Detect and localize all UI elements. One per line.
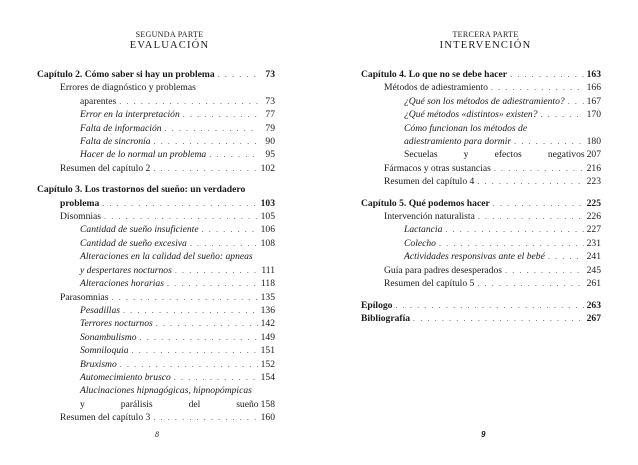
toc-entry[interactable]: Resumen del capítulo 2 . . . 102 — [37, 162, 275, 175]
toc-entry[interactable]: Métodos de adiestramiento . . . 166 — [361, 81, 601, 94]
toc-entry[interactable]: Cantidad de sueño excesiva . . . 108 — [37, 237, 275, 250]
toc-entry[interactable]: adiestramiento para dormir . . . 180 — [361, 135, 601, 148]
page-ref: 152 — [260, 358, 275, 370]
toc-entry-bibliografia[interactable]: Bibliografía . . . 267 — [361, 312, 601, 325]
part-title: INTERVENCIÓN — [439, 40, 532, 51]
toc-entry[interactable]: Intervención naturalista . . . 226 — [361, 210, 601, 223]
toc-entry[interactable]: Resumen del capítulo 3 . . . 160 — [37, 411, 275, 424]
toc-entry[interactable]: aparentes . . . 73 — [37, 95, 275, 108]
toc-entry[interactable]: Automecimiento brusco . . . 154 — [37, 371, 275, 384]
page-ref: 149 — [260, 331, 275, 343]
page-ref: 167 — [586, 95, 601, 107]
page-ref: 142 — [260, 318, 275, 330]
toc-entry[interactable]: Falta de información . . . 79 — [37, 122, 275, 135]
toc-entry[interactable]: Resumen del capítulo 4 . . . 223 — [361, 175, 601, 188]
page-ref: 135 — [260, 291, 275, 303]
toc-entry[interactable]: Error en la interpretación . . . 77 — [37, 108, 275, 121]
toc-entry[interactable]: Fármacos y otras sustancias . . . 216 — [361, 162, 601, 175]
toc-entry[interactable]: Cantidad de sueño insuficiente . . . 106 — [37, 223, 275, 236]
toc-entry[interactable]: Pesadillas . . . 136 — [37, 304, 275, 317]
page-ref: 263 — [586, 299, 601, 311]
toc-entry[interactable]: Alucinaciones hipnagógicas, hipnopómpicas — [80, 385, 252, 397]
page-number: 9 — [481, 430, 486, 439]
page-ref: 103 — [260, 197, 275, 209]
toc-entry-epilogo[interactable]: Epílogo . . . 263 — [361, 299, 601, 312]
page-ref: 223 — [586, 176, 601, 188]
toc-entry-chapter-4[interactable]: Capítulo 4. Lo que no se debe hacer . . . 163 — [361, 68, 601, 81]
page-ref: 226 — [586, 211, 601, 223]
page-ref: 102 — [260, 162, 275, 174]
page-ref: 170 — [586, 109, 601, 121]
page-ref: 160 — [260, 412, 275, 424]
page-ref: 261 — [586, 278, 601, 290]
table-of-contents — [37, 68, 275, 425]
toc-entry[interactable]: Disomnias . . . 105 — [37, 210, 275, 223]
page-ref: 166 — [586, 82, 601, 94]
page-ref: 267 — [586, 312, 601, 324]
table-of-contents — [361, 68, 601, 325]
right-page — [319, 0, 638, 465]
toc-entry[interactable]: Alteraciones en la calidad del sueño: apneas — [80, 251, 253, 263]
page-ref: 163 — [586, 69, 601, 80]
page-ref: 77 — [265, 109, 275, 121]
page-ref: 79 — [265, 122, 275, 134]
page-ref: 73 — [265, 95, 275, 107]
toc-entry[interactable]: Falta de sincronía . . . 90 — [37, 135, 275, 148]
toc-entry[interactable]: Errores de diagnóstico y problemas — [60, 82, 196, 94]
toc-entry[interactable]: Guía para padres desesperados . . . 245 — [361, 264, 601, 277]
toc-entry[interactable]: Sonambulismo . . . 149 — [37, 331, 275, 344]
page-ref: 111 — [261, 264, 275, 276]
toc-entry[interactable]: y parálisis del sueño 158 — [80, 398, 275, 410]
page-ref: 106 — [260, 224, 275, 236]
page-ref: 108 — [260, 237, 275, 249]
page-ref: 241 — [586, 251, 601, 263]
page-ref: 216 — [586, 162, 601, 174]
page-ref: 90 — [265, 136, 275, 148]
toc-entry[interactable]: ¿Qué son los métodos de adiestramiento? . . . 167 — [361, 95, 601, 108]
toc-entry[interactable]: Secuelas y efectos negativos 207 — [404, 149, 601, 161]
page-ref: 118 — [260, 278, 275, 290]
toc-entry[interactable]: Parasomnias . . . 135 — [37, 291, 275, 304]
toc-entry[interactable]: Actividades responsivas ante el bebé . . . 241 — [361, 250, 601, 263]
page-ref: 231 — [586, 237, 601, 249]
toc-entry-chapter-2[interactable]: Capítulo 2. Cómo saber si hay un problema . . . 73 — [37, 68, 275, 81]
toc-entry[interactable]: y despertares nocturnos . . . 111 — [37, 264, 275, 277]
toc-entry[interactable]: Terrores nocturnos . . . 142 — [37, 317, 275, 330]
page-number: 8 — [155, 430, 159, 439]
toc-entry[interactable]: Cómo funcionan los métodos de — [404, 122, 528, 134]
page-ref: 95 — [265, 149, 275, 161]
toc-entry[interactable]: Somniloquia . . . 151 — [37, 344, 275, 357]
page-ref: 136 — [260, 304, 275, 316]
page-ref: 105 — [260, 211, 275, 223]
toc-entry[interactable]: Alteraciones horarias . . . 118 — [37, 277, 275, 290]
toc-entry-chapter-3[interactable]: Capítulo 3. Los trastornos del sueño: un verdadero — [37, 184, 246, 196]
page-ref: 227 — [586, 224, 601, 236]
page-ref: 158 — [260, 398, 275, 410]
page-ref: 180 — [586, 136, 601, 148]
page-ref: 245 — [586, 264, 601, 276]
toc-entry[interactable]: Resumen del capítulo 5 . . . 261 — [361, 277, 601, 290]
toc-entry-chapter-5[interactable]: Capítulo 5. Qué podemos hacer . . . 225 — [361, 197, 601, 210]
toc-entry[interactable]: Hacer de lo normal un problema . . . 95 — [37, 148, 275, 161]
page-ref: 151 — [260, 345, 275, 357]
toc-entry[interactable]: Colecho . . . 231 — [361, 237, 601, 250]
page-ref: 73 — [265, 69, 275, 80]
toc-entry-chapter-3-cont[interactable]: problema . . . 103 — [37, 197, 275, 210]
part-label: TERCERA PARTE — [452, 30, 519, 39]
toc-entry[interactable]: Bruxismo . . . 152 — [37, 358, 275, 371]
page-ref: 207 — [586, 149, 601, 161]
page-ref: 154 — [260, 371, 275, 383]
toc-entry[interactable]: ¿Qué métodos «distintos» existen? . . . 170 — [361, 108, 601, 121]
page-ref: 225 — [586, 197, 601, 209]
toc-entry[interactable]: Lactancia . . . 227 — [361, 223, 601, 236]
part-label: SEGUNDA PARTE — [135, 30, 204, 39]
part-title: EVALUACIÓN — [129, 40, 210, 51]
